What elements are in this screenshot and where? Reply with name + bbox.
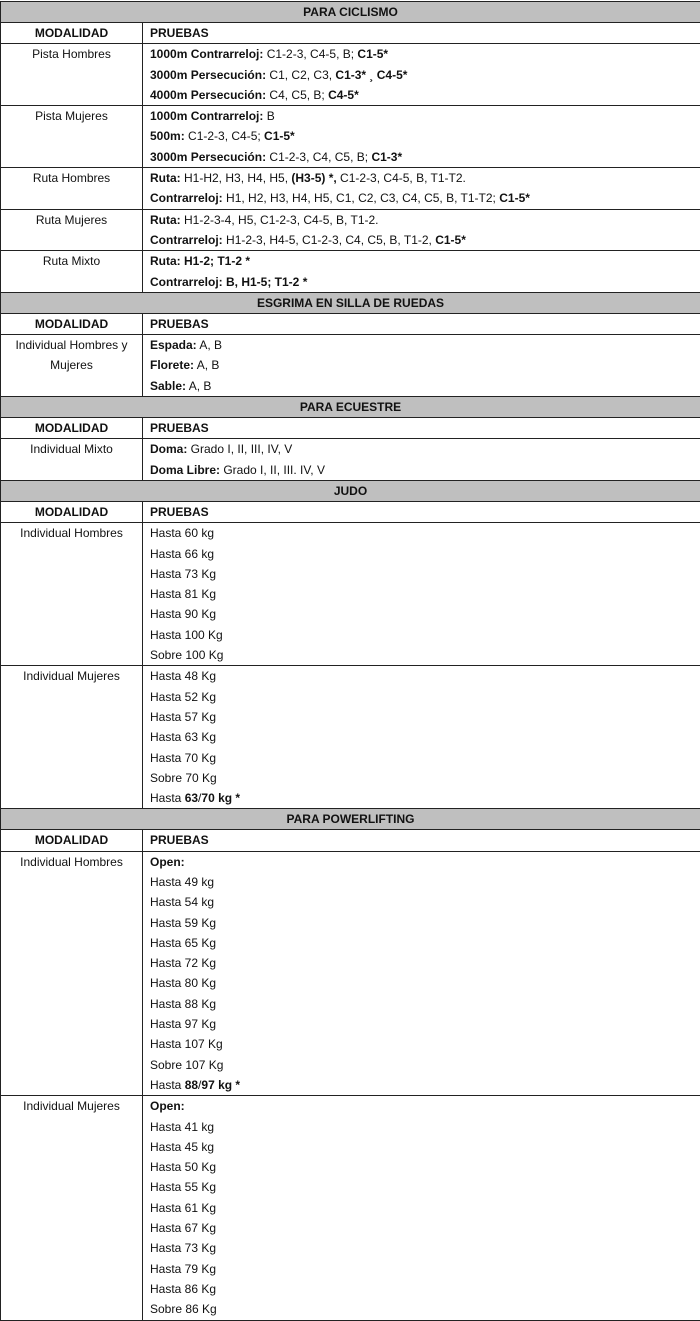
event-text: Hasta bbox=[150, 791, 185, 805]
event-line bbox=[150, 1075, 700, 1095]
event-line bbox=[150, 788, 700, 808]
event-line bbox=[150, 1279, 700, 1299]
pruebas-cell bbox=[143, 523, 700, 666]
pruebas-cell bbox=[143, 851, 700, 1096]
event-text: Hasta 49 kg bbox=[150, 875, 214, 889]
event-line bbox=[150, 460, 700, 480]
event-line bbox=[150, 1218, 700, 1238]
table-row bbox=[1, 1096, 700, 1320]
table-row bbox=[1, 851, 700, 1096]
event-line bbox=[150, 544, 700, 564]
event-line bbox=[150, 147, 700, 167]
event-text: Hasta 79 Kg bbox=[150, 1262, 216, 1276]
event-line bbox=[150, 666, 700, 686]
modalidad-cell: Pista Mujeres bbox=[1, 106, 143, 168]
event-line bbox=[150, 584, 700, 604]
event-text: Hasta 97 Kg bbox=[150, 1017, 216, 1031]
pruebas-header: PRUEBAS bbox=[143, 830, 700, 851]
event-line bbox=[150, 953, 700, 973]
event-text: C1-2-3, C4-5; bbox=[185, 129, 264, 143]
event-text-bold: C1-5* bbox=[435, 233, 466, 247]
event-line bbox=[150, 272, 700, 292]
event-text: Hasta 60 kg bbox=[150, 526, 214, 540]
event-line bbox=[150, 106, 700, 126]
event-text: / bbox=[198, 1078, 201, 1092]
event-text-bold: Contrarreloj: B, H1-5; T1-2 * bbox=[150, 275, 307, 289]
pruebas-cell bbox=[143, 335, 700, 397]
event-text-bold: C4-5* bbox=[328, 88, 359, 102]
event-line bbox=[150, 65, 700, 85]
event-line bbox=[150, 913, 700, 933]
event-text-bold: Espada: bbox=[150, 338, 197, 352]
table-row bbox=[1, 168, 700, 210]
event-text-bold: 3000m Persecución: bbox=[150, 68, 266, 82]
pruebas-cell bbox=[143, 666, 700, 809]
event-text: H1, H2, H3, H4, H5, C1, C2, C3, C4, C5, B, T1-T2; bbox=[223, 191, 500, 205]
event-text: Hasta 72 Kg bbox=[150, 956, 216, 970]
event-text-bold: 63 bbox=[185, 791, 198, 805]
section-title-row bbox=[1, 480, 700, 501]
pruebas-cell bbox=[143, 168, 700, 210]
event-text: Grado I, II, III, IV, V bbox=[187, 442, 292, 456]
section-title: JUDO bbox=[1, 480, 700, 501]
pruebas-cell bbox=[143, 209, 700, 251]
section-title-row bbox=[1, 292, 700, 313]
event-line bbox=[150, 1198, 700, 1218]
event-text-bold: Contrarreloj: bbox=[150, 191, 223, 205]
pruebas-header: PRUEBAS bbox=[143, 418, 700, 439]
modalidad-cell: Pista Hombres bbox=[1, 44, 143, 106]
event-line bbox=[150, 707, 700, 727]
event-text-bold: Contrarreloj: bbox=[150, 233, 223, 247]
event-line bbox=[150, 1259, 700, 1279]
event-text-bold: Sable: bbox=[150, 379, 186, 393]
event-line bbox=[150, 892, 700, 912]
event-line bbox=[150, 604, 700, 624]
event-line bbox=[150, 645, 700, 665]
modalidad-cell: Individual Hombres y Mujeres bbox=[1, 335, 143, 397]
event-text: Hasta bbox=[150, 1078, 185, 1092]
event-line bbox=[150, 1055, 700, 1075]
event-line bbox=[150, 852, 700, 872]
event-line bbox=[150, 687, 700, 707]
event-text: Hasta 107 Kg bbox=[150, 1037, 223, 1051]
event-text-bold: 97 kg * bbox=[201, 1078, 240, 1092]
event-line bbox=[150, 1177, 700, 1197]
event-text-bold: Ruta: H1-2; T1-2 * bbox=[150, 254, 250, 268]
event-text-bold: C1-5* bbox=[499, 191, 530, 205]
event-line bbox=[150, 126, 700, 146]
event-text: Hasta 41 kg bbox=[150, 1120, 214, 1134]
event-text: Hasta 59 Kg bbox=[150, 916, 216, 930]
event-line bbox=[150, 1157, 700, 1177]
event-text: C4, C5, B; bbox=[266, 88, 328, 102]
event-text: Hasta 65 Kg bbox=[150, 936, 216, 950]
event-line bbox=[150, 1096, 700, 1116]
event-line bbox=[150, 1117, 700, 1137]
pruebas-cell bbox=[143, 106, 700, 168]
pruebas-header: PRUEBAS bbox=[143, 501, 700, 522]
modalidad-header: MODALIDAD bbox=[1, 313, 143, 334]
event-line bbox=[150, 210, 700, 230]
modalidad-header: MODALIDAD bbox=[1, 23, 143, 44]
modalidad-header: MODALIDAD bbox=[1, 830, 143, 851]
event-line bbox=[150, 44, 700, 64]
events-table bbox=[0, 1, 700, 1321]
event-line bbox=[150, 973, 700, 993]
modalidad-cell: Ruta Hombres bbox=[1, 168, 143, 210]
table-row bbox=[1, 251, 700, 293]
pruebas-cell bbox=[143, 251, 700, 293]
event-text-bold: 500m: bbox=[150, 129, 185, 143]
event-text: H1-2-3, H4-5, C1-2-3, C4, C5, B, T1-2, bbox=[223, 233, 436, 247]
modalidad-header: MODALIDAD bbox=[1, 501, 143, 522]
event-text: Hasta 50 Kg bbox=[150, 1160, 216, 1174]
column-header-row bbox=[1, 830, 700, 851]
event-text: Sobre 86 Kg bbox=[150, 1302, 217, 1316]
modalidad-cell: Individual Hombres bbox=[1, 523, 143, 666]
event-text: Hasta 57 Kg bbox=[150, 710, 216, 724]
table-row bbox=[1, 44, 700, 106]
event-text-bold: Doma: bbox=[150, 442, 187, 456]
event-text-bold: 4000m Persecución: bbox=[150, 88, 266, 102]
event-text: Hasta 52 Kg bbox=[150, 690, 216, 704]
pruebas-header: PRUEBAS bbox=[143, 313, 700, 334]
event-text-bold: 1000m Contrarreloj: bbox=[150, 109, 263, 123]
column-header-row bbox=[1, 313, 700, 334]
event-text: Hasta 86 Kg bbox=[150, 1282, 216, 1296]
event-text-bold: 88 bbox=[185, 1078, 198, 1092]
event-text-bold: C1-3* bbox=[371, 150, 402, 164]
event-line bbox=[150, 768, 700, 788]
event-line bbox=[150, 230, 700, 250]
pruebas-cell bbox=[143, 1096, 700, 1320]
event-text: Hasta 63 Kg bbox=[150, 730, 216, 744]
event-line bbox=[150, 625, 700, 645]
event-line bbox=[150, 727, 700, 747]
table-row bbox=[1, 523, 700, 666]
event-text: H1-2-3-4, H5, C1-2-3, C4-5, B, T1-2. bbox=[181, 213, 379, 227]
section-title-row bbox=[1, 809, 700, 830]
event-line bbox=[150, 933, 700, 953]
event-line bbox=[150, 376, 700, 396]
event-line bbox=[150, 188, 700, 208]
modalidad-cell: Ruta Mixto bbox=[1, 251, 143, 293]
event-text-bold: Ruta: bbox=[150, 213, 181, 227]
event-line bbox=[150, 748, 700, 768]
event-text: A, B bbox=[194, 358, 219, 372]
event-line bbox=[150, 168, 700, 188]
event-text: Sobre 70 Kg bbox=[150, 771, 217, 785]
event-text: B bbox=[263, 109, 274, 123]
table-row bbox=[1, 335, 700, 397]
event-text: H1-H2, H3, H4, H5, bbox=[181, 171, 292, 185]
event-line bbox=[150, 872, 700, 892]
column-header-row bbox=[1, 418, 700, 439]
event-line bbox=[150, 1137, 700, 1157]
event-line bbox=[150, 251, 700, 271]
event-text: Hasta 45 kg bbox=[150, 1140, 214, 1154]
event-text: Hasta 73 Kg bbox=[150, 1241, 216, 1255]
pruebas-header: PRUEBAS bbox=[143, 23, 700, 44]
section-title: ESGRIMA EN SILLA DE RUEDAS bbox=[1, 292, 700, 313]
pruebas-cell bbox=[143, 44, 700, 106]
event-text-bold: 70 kg * bbox=[201, 791, 240, 805]
section-title: PARA ECUESTRE bbox=[1, 397, 700, 418]
event-line bbox=[150, 564, 700, 584]
event-text-bold: 3000m Persecución: bbox=[150, 150, 266, 164]
event-line bbox=[150, 523, 700, 543]
event-text-bold: Florete: bbox=[150, 358, 194, 372]
event-line bbox=[150, 1299, 700, 1319]
event-text-bold: C1-5* bbox=[357, 47, 388, 61]
event-text-bold: Doma Libre: bbox=[150, 463, 220, 477]
column-header-row bbox=[1, 501, 700, 522]
event-line bbox=[150, 1014, 700, 1034]
event-line bbox=[150, 335, 700, 355]
modalidad-header: MODALIDAD bbox=[1, 418, 143, 439]
event-text-bold: Ruta: bbox=[150, 171, 181, 185]
modalidad-cell: Individual Mujeres bbox=[1, 1096, 143, 1320]
event-text: Hasta 55 Kg bbox=[150, 1180, 216, 1194]
event-text: Hasta 90 Kg bbox=[150, 607, 216, 621]
event-text: A, B bbox=[186, 379, 211, 393]
event-text: / bbox=[198, 791, 201, 805]
event-text: Grado I, II, III. IV, V bbox=[220, 463, 325, 477]
event-text: Hasta 61 Kg bbox=[150, 1201, 216, 1215]
modalidad-cell: Individual Mujeres bbox=[1, 666, 143, 809]
pruebas-cell bbox=[143, 439, 700, 481]
event-line bbox=[150, 1034, 700, 1054]
event-text: Hasta 48 Kg bbox=[150, 669, 216, 683]
event-text: C1-2-3, C4-5, B, T1-T2. bbox=[337, 171, 466, 185]
event-text: Hasta 81 Kg bbox=[150, 587, 216, 601]
event-text: Hasta 67 Kg bbox=[150, 1221, 216, 1235]
event-text: C1, C2, C3, bbox=[266, 68, 335, 82]
section-title-row bbox=[1, 2, 700, 23]
event-text-bold: C1-3* ¸ C4-5* bbox=[335, 68, 407, 82]
modalidad-cell: Ruta Mujeres bbox=[1, 209, 143, 251]
modalidad-cell: Individual Mixto bbox=[1, 439, 143, 481]
table-row bbox=[1, 666, 700, 809]
event-text-bold: Open: bbox=[150, 1099, 185, 1113]
section-title-row bbox=[1, 397, 700, 418]
events-table-body bbox=[1, 2, 700, 1321]
event-text-bold: Open: bbox=[150, 855, 185, 869]
event-text-bold: C1-5* bbox=[264, 129, 295, 143]
event-text-bold: 1000m Contrarreloj: bbox=[150, 47, 263, 61]
event-text-bold: (H3-5) *, bbox=[291, 171, 336, 185]
event-text: C1-2-3, C4-5, B; bbox=[263, 47, 357, 61]
event-text: Hasta 80 Kg bbox=[150, 976, 216, 990]
table-row bbox=[1, 439, 700, 481]
section-title: PARA CICLISMO bbox=[1, 2, 700, 23]
event-text: Hasta 100 Kg bbox=[150, 628, 223, 642]
table-row bbox=[1, 106, 700, 168]
event-line bbox=[150, 355, 700, 375]
event-text: Hasta 88 Kg bbox=[150, 997, 216, 1011]
event-line bbox=[150, 994, 700, 1014]
table-row bbox=[1, 209, 700, 251]
event-text: A, B bbox=[197, 338, 222, 352]
column-header-row bbox=[1, 23, 700, 44]
event-line bbox=[150, 1238, 700, 1258]
modalidad-cell: Individual Hombres bbox=[1, 851, 143, 1096]
event-text: Hasta 70 Kg bbox=[150, 751, 216, 765]
event-text: Hasta 73 Kg bbox=[150, 567, 216, 581]
section-title: PARA POWERLIFTING bbox=[1, 809, 700, 830]
event-text: Sobre 107 Kg bbox=[150, 1058, 223, 1072]
event-line bbox=[150, 85, 700, 105]
event-line bbox=[150, 439, 700, 459]
event-text: Hasta 66 kg bbox=[150, 547, 214, 561]
event-text: Sobre 100 Kg bbox=[150, 648, 223, 662]
event-text: C1-2-3, C4, C5, B; bbox=[266, 150, 371, 164]
event-text: Hasta 54 kg bbox=[150, 895, 214, 909]
